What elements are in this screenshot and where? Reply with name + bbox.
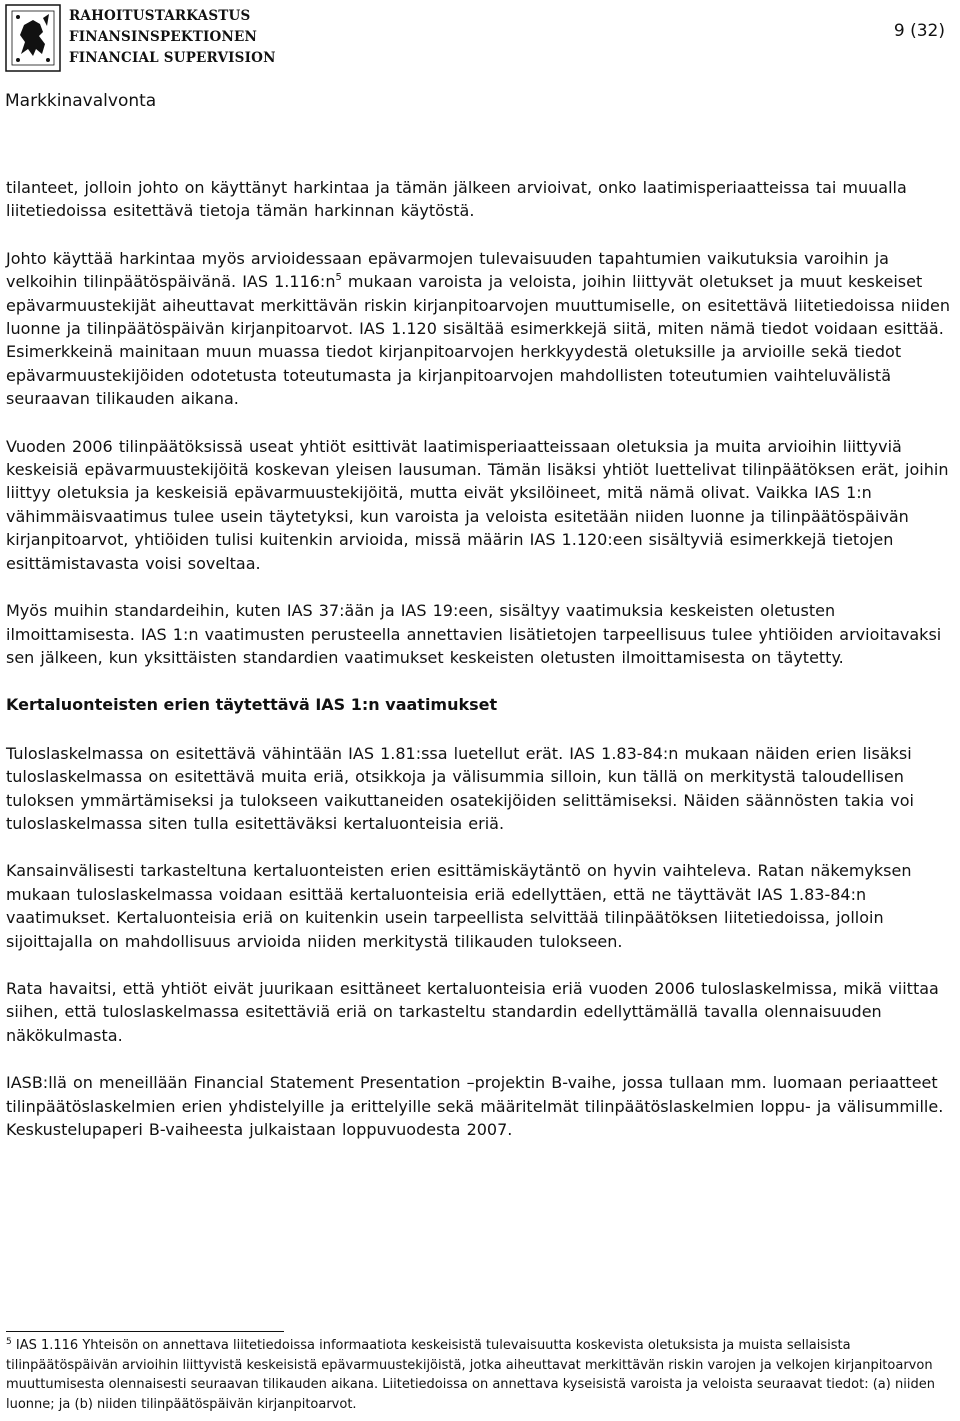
logo-name-swedish: FINANSINSPEKTIONEN: [69, 29, 258, 45]
page-header: [0, 0, 960, 120]
footnote-divider: [6, 1331, 284, 1332]
document-body: [6, 176, 958, 1141]
footnote: [6, 1336, 956, 1414]
paragraph-1: tilanteet, jolloin johto on käyttänyt harkintaa ja tämän jälkeen arvioivat, onko laatimisperiaatteissa tai muualla liitetiedoissa esitettävä tietoja tämän harkinnan käytöstä.: [6, 178, 907, 221]
paragraph-2-start: Johto käyttää harkintaa myös arvioidessaan epävarmojen tulevaisuuden tapahtumien vaikutuksia varoihin ja velkoihin tilinpäätöspäivänä. IAS 1.116:n: [6, 248, 889, 292]
page-number: 9 (32): [893, 21, 945, 41]
paragraph-7: Rata havaitsi, että yhtiöt eivät juurikaan esittäneet kertaluonteisia eriä vuoden 2006 tuloslaskelmissa, mikä viittaa siihen, että tuloslaskelmassa esitettäviä eriä on tarkasteltu standardin edellyttämällä tavalla olennaisuuden näkökulmasta.: [6, 978, 939, 1045]
paragraph-3: Vuoden 2006 tilinpäätöksissä useat yhtiöt esittivät laatimisperiaatteissaan oletuksia ja muita arvioihin liittyviä keskeisiä epävarmuustekijöitä koskevan yleisen lausuman. Tämän lisäksi yhtiöt luettelivat tilinpäätöksen erät, joihin liittyy oletuksia ja keskeisiä epävarmuustekijöitä, mutta eivät yksilöineet, mitä nämä olivat. Vaikka IAS 1:n vähimmäisvaatimus tulee usein täytetyksi, kun varoista ja veloista esitetään niiden luonne ja tilinpäätöspäivän kirjanpitoarvot, yhtiöiden tulisi kuitenkin arvioida, missä määrin IAS 1.120:een sisältyviä esimerkkejä tietojen esittämistavasta voisi soveltaa.: [6, 436, 949, 573]
paragraph-2-end: mukaan varoista ja veloista, joihin liittyvät oletukset ja muut keskeiset epävarmuustekijät aiheuttavat merkittävän riskin kirjanpitoarvojen muuttumiselle, on esitettävä liitetiedoissa niiden luonne ja tilinpäätöspäivän kirjanpitoarvot. IAS 1.120 sisältää esimerkkejä siitä, miten nämä tiedot voidaan esittää. Esimerkkeinä mainitaan muun muassa tiedot kirjanpitoarvojen herkkyydestä oletuksille ja arvioille sekä tiedot epävarmuustekijöiden odotetusta toteutumasta ja kirjanpitoarvojen mahdollisten toteutumien vaihteluvälistä seuraavan tilikauden aikana.: [6, 272, 951, 409]
paragraph-2: [6, 247, 958, 411]
paragraph-6: Kansainvälisesti tarkasteltuna kertaluonteisten erien esittämiskäytäntö on hyvin vaihteleva. Ratan näkemyksen mukaan tuloslaskelmassa voidaan esittää kertaluonteisia eriä edellyttäen, että ne täyttävät IAS 1.83-84:n vaatimukset. Kertaluonteisia eriä on kuitenkin usein tarpeellista selvittää tilinpäätöksen liitetiedoissa, jolloin sijoittajalla on mahdollisuus arvioida niiden merkitystä tilikauden tulokseen.: [6, 861, 912, 951]
footnote-number: 5: [6, 1337, 12, 1347]
footnote-text: IAS 1.116 Yhteisön on annettava liitetiedoissa informaatiota keskeisistä tulevaisuutta koskevista oletuksista ja muista sellaisista tilinpäätöspäivän arvioihin liittyvistä keskeisistä epävarmuustekijöistä, jotka aiheuttavat merkittävän riskin varojen ja velkojen kirjanpitoarvon muuttumisesta olennaisesti seuraavan tilikauden aikana. Liitetiedoissa on annettava kyseisistä varoista ja veloista seuraavat tiedot: (a) niiden luonne; ja (b) niiden tilinpäätöspäivän kirjanpitoarvot.: [6, 1338, 935, 1412]
paragraph-8: IASB:llä on meneillään Financial Statement Presentation –projektin B-vaihe, jossa tullaan mm. luomaan periaatteet tilinpäätöslaskelmien erien yhdistelyille ja erittelyille sekä määritelmät tilinpäätöslaskelmien loppu- ja välisummille. Keskustelupaperi B-vaiheesta julkaistaan loppuvuodesta 2007.: [6, 1073, 944, 1139]
paragraph-4: Myös muihin standardeihin, kuten IAS 37:ään ja IAS 19:een, sisältyy vaatimuksia keskeisten oletusten ilmoittamisesta. IAS 1:n vaatimusten perusteella annettavien lisätietojen tarpeellisuus tulee yhtiöiden arvioitavaksi sen jälkeen, kun yksittäisten standardien vaatimukset keskeisten oletusten ilmoittamisesta on täytetty.: [6, 601, 942, 667]
logo-name-finnish: RAHOITUSTARKASTUS: [69, 8, 251, 24]
financial-supervision-logo: [3, 2, 276, 74]
logo-names: [69, 6, 276, 69]
logo-name-english: FINANCIAL SUPERVISION: [69, 50, 276, 66]
lion-crest-icon: [3, 2, 63, 74]
section-heading: Kertaluonteisten erien täytettävä IAS 1:n vaatimukset: [6, 695, 498, 715]
paragraph-5: Tuloslaskelmassa on esitettävä vähintään IAS 1.81:ssa luetellut erät. IAS 1.83-84:n mukaan näiden erien lisäksi tuloslaskelmassa on esitettävä muita eriä, otsikkoja ja välisummia silloin, kun tällä on merkitystä taloudellisen tuloksen ymmärtämiseksi ja tulokseen vaikuttaneiden osatekijöiden selittämiseksi. Näiden säännösten takia voi tuloslaskelmassa siten tulla esitettäväksi kertaluonteisia eriä.: [6, 743, 914, 833]
footnote-reference[interactable]: 5: [335, 272, 342, 284]
department-label: Markkinavalvonta: [5, 91, 157, 111]
